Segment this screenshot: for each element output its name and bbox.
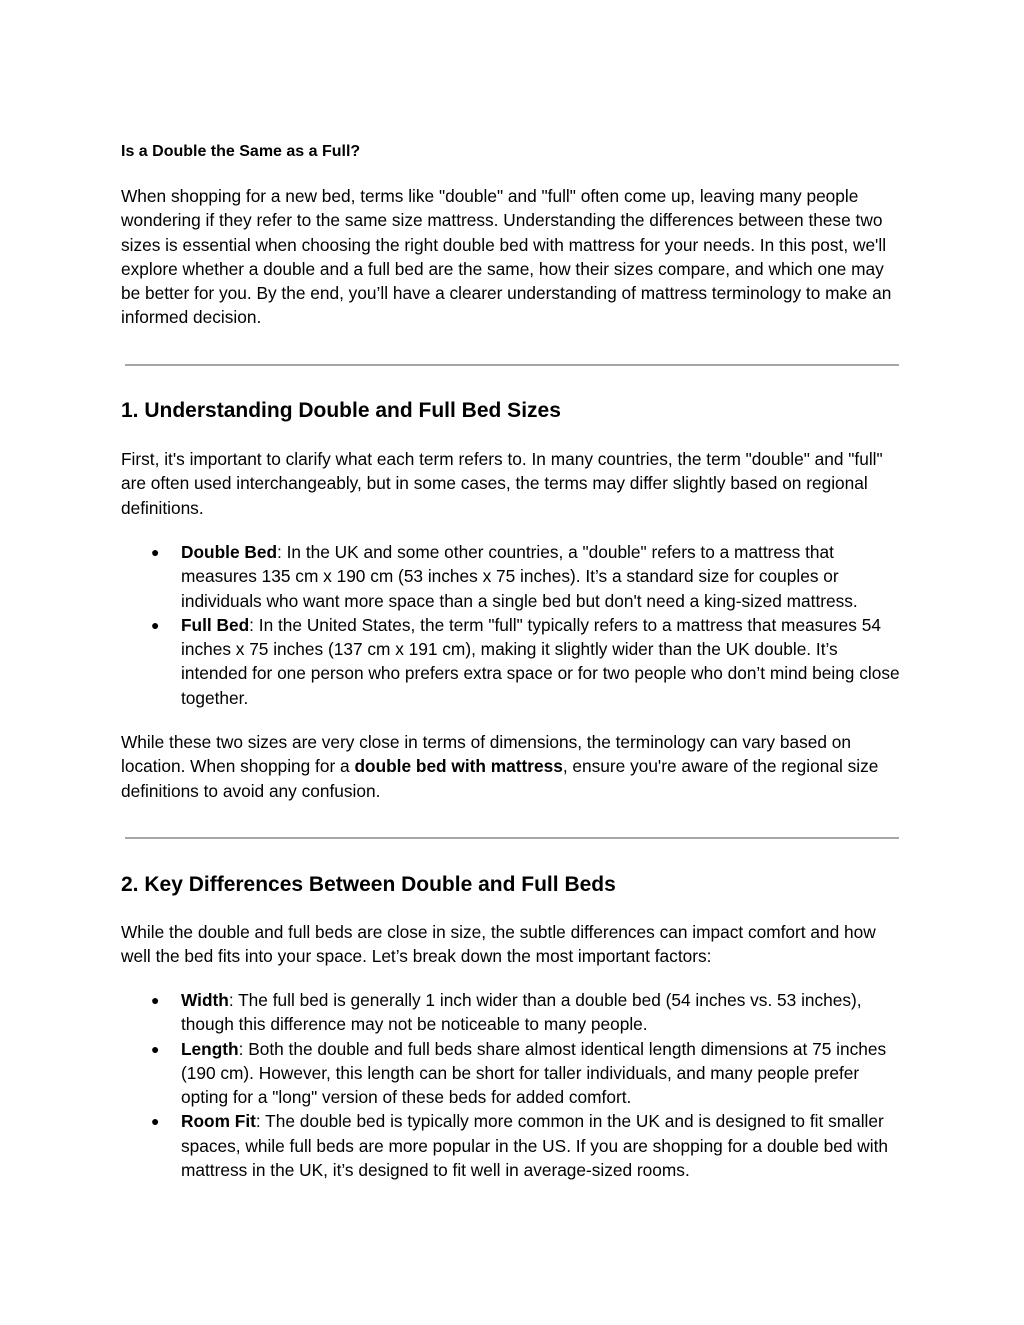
divider-1 bbox=[125, 364, 899, 366]
list-item-text: : Both the double and full beds share almost identical length dimensions at 75 inches (190 cm). However, this length can be short for taller individuals, and many people prefer opting for a "long" version of these beds for added comfort. bbox=[181, 1038, 887, 1108]
closing-bold-phrase: double bed with mattress bbox=[354, 756, 563, 777]
document-title: Is a Double the Same as a Full? bbox=[121, 143, 361, 160]
section-2-heading: 2. Key Differences Between Double and Full Beds bbox=[121, 873, 616, 896]
bullet-icon: ● bbox=[151, 1040, 160, 1057]
section-1-list bbox=[121, 540, 903, 710]
list-item-text: : The double bed is typically more common in the UK and is designed to fit smaller spaces, while full beds are more popular in the US. If you are shopping for a double bed with mattress in the UK, it’s designed to fit well in average-sized rooms. bbox=[181, 1111, 889, 1181]
bullet-icon: ● bbox=[151, 992, 160, 1008]
intro-paragraph: When shopping for a new bed, terms like "double" and "full" often come up, leaving many people wondering if they refer to the same size mattress. Understanding the differences between these two sizes is essential when choosing the right double bed with mattress for your needs. In this post, we'll explore whether a double and a full bed are the same, how their sizes compare, and which one may be better for you. By the end, you’ll have a clearer understanding of mattress terminology to make an informed decision. bbox=[121, 186, 892, 328]
bullet-icon: ● bbox=[151, 1113, 160, 1130]
list-item-term: Length bbox=[181, 1038, 239, 1059]
list-item-room-fit bbox=[121, 1109, 903, 1182]
bullet-icon: ● bbox=[151, 616, 160, 633]
closing-text-before: While these two sizes are very close in terms of dimensions, the terminology can vary based on location. When shopping for a bbox=[121, 732, 851, 777]
list-item-text: : In the United States, the term "full" typically refers to a mattress that measures 54 inches x 75 inches (137 cm x 191 cm), making it slightly wider than the UK double. It’s intended for one person who prefers extra space or for two people who don’t mind being close together. bbox=[181, 614, 900, 708]
bullet-icon: ● bbox=[151, 544, 160, 560]
list-item-length bbox=[121, 1037, 903, 1110]
section-2-list bbox=[121, 988, 903, 1182]
list-item-term: Room Fit bbox=[181, 1111, 256, 1132]
list-item-term: Double Bed bbox=[181, 542, 278, 562]
section-1-closing-paragraph bbox=[121, 730, 903, 803]
divider-2 bbox=[125, 837, 899, 839]
section-1-paragraph: First, it's important to clarify what each term refers to. In many countries, the term "double" and "full" are often used interchangeably, but in some cases, the terms may differ slightly based on regional definitions. bbox=[121, 449, 883, 518]
section-2-paragraph: While the double and full beds are close in size, the subtle differences can impact comfort and how well the bed fits into your space. Let’s break down the most important factors: bbox=[121, 922, 876, 967]
list-item-width bbox=[121, 988, 903, 1037]
closing-text-after: , ensure you're aware of the regional size definitions to avoid any confusion. bbox=[121, 756, 879, 801]
list-item-text: : In the UK and some other countries, a "double" refers to a mattress that measures 135 cm x 190 cm (53 inches x 75 inches). It’s a standard size for couples or individuals who want more space than a single bed but don't need a king-sized mattress. bbox=[181, 542, 858, 611]
section-1-heading: 1. Understanding Double and Full Bed Sizes bbox=[121, 399, 561, 422]
list-item-term: Width bbox=[181, 990, 229, 1010]
list-item-term: Full Bed bbox=[181, 614, 250, 635]
list-item-double-bed bbox=[121, 540, 903, 613]
list-item-text: : The full bed is generally 1 inch wider than a double bed (54 inches vs. 53 inches), though this difference may not be noticeable to many people. bbox=[181, 990, 862, 1035]
list-item-full-bed bbox=[121, 613, 903, 710]
